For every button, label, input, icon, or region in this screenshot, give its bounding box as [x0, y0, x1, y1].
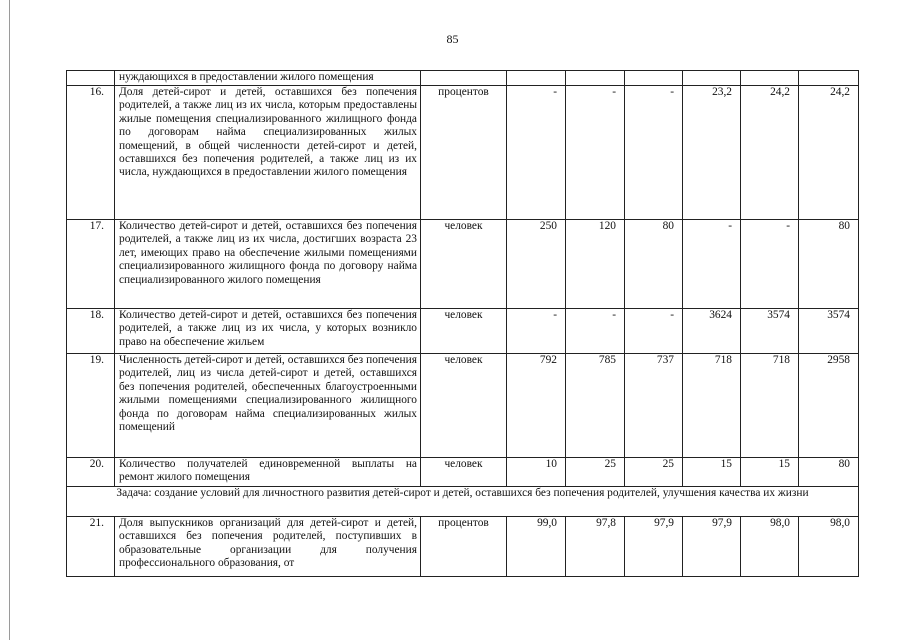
row-number-cell [67, 71, 115, 86]
value-cell: 80 [799, 220, 859, 309]
page-edge-line [9, 0, 10, 640]
indicator-text: Доля выпускников организаций для детей-сирот и детей, оставшихся без попечения родителей, поступивших в образовательные организации для получения профессионального образования, от [115, 517, 421, 577]
value-cell: 15 [741, 458, 799, 487]
value-cell: - [566, 309, 625, 354]
indicator-text: Количество получателей единовременной выплаты на ремонт жилого помещения [115, 458, 421, 487]
value-cell: 80 [625, 220, 683, 309]
row-number: 16. [67, 86, 115, 220]
task-heading: Задача: создание условий для личностного развития детей-сирот и детей, оставшихся без попечения родителей, улучшения качества их жизни [67, 487, 859, 517]
value-cell: - [507, 86, 566, 220]
unit-cell: человек [421, 458, 507, 487]
table-row [67, 86, 859, 220]
value-cell: 99,0 [507, 517, 566, 577]
value-cell: 97,8 [566, 517, 625, 577]
value-cell: 3624 [683, 309, 741, 354]
unit-cell: процентов [421, 86, 507, 220]
table-row [67, 458, 859, 487]
value-cell: - [683, 220, 741, 309]
value-cell: 2958 [799, 354, 859, 458]
row-number: 18. [67, 309, 115, 354]
value-cell: 97,9 [625, 517, 683, 577]
value-cell: 25 [625, 458, 683, 487]
value-cell: 3574 [741, 309, 799, 354]
value-cell: - [625, 309, 683, 354]
table-row-continuation [67, 71, 859, 86]
value-cell: 24,2 [799, 86, 859, 220]
value-cell: 250 [507, 220, 566, 309]
indicator-text: Доля детей-сирот и детей, оставшихся без попечения родителей, а также лиц из их числа, которым предоставлены жилые помещения специализированного жилищного фонда по договорам найма специализированных жилых помещений, в общей численности детей-сирот и детей, оставшихся без попечения родителей, а также лиц из их числа, нуждающихся в предоставлении жилого помещения [115, 86, 421, 220]
value-cell: 120 [566, 220, 625, 309]
value-cell [507, 71, 566, 86]
value-cell: 718 [741, 354, 799, 458]
unit-cell [421, 71, 507, 86]
value-cell: 10 [507, 458, 566, 487]
value-cell: 737 [625, 354, 683, 458]
row-number: 21. [67, 517, 115, 577]
indicators-table [66, 70, 859, 577]
unit-cell: человек [421, 220, 507, 309]
value-cell: 23,2 [683, 86, 741, 220]
indicator-text: Количество детей-сирот и детей, оставшихся без попечения родителей, а также лиц из их числа, достигших возраста 23 лет, имеющих право на обеспечение жилыми помещениями специализированного жилищного фонда по договору найма специализированного жилого помещения [115, 220, 421, 309]
value-cell: 98,0 [741, 517, 799, 577]
unit-cell: процентов [421, 517, 507, 577]
indicator-text: Численность детей-сирот и детей, оставшихся без попечения родителей, лиц из числа детей-сирот и детей, оставшихся без попечения родителей, обеспеченных благоустроенными жилыми помещениями специализированного жилищного фонда по договорам найма специализированных жилых помещений [115, 354, 421, 458]
page-number: 85 [446, 32, 459, 46]
value-cell: 3574 [799, 309, 859, 354]
value-cell: 15 [683, 458, 741, 487]
value-cell: 24,2 [741, 86, 799, 220]
value-cell: - [566, 86, 625, 220]
value-cell: 718 [683, 354, 741, 458]
row-number: 17. [67, 220, 115, 309]
value-cell: 25 [566, 458, 625, 487]
value-cell: - [741, 220, 799, 309]
value-cell [799, 71, 859, 86]
table-row [67, 220, 859, 309]
value-cell [566, 71, 625, 86]
unit-cell: человек [421, 354, 507, 458]
table-row [67, 517, 859, 577]
value-cell: 98,0 [799, 517, 859, 577]
value-cell [741, 71, 799, 86]
indicator-text: нуждающихся в предоставлении жилого помещения [115, 71, 421, 86]
table-row [67, 354, 859, 458]
value-cell [625, 71, 683, 86]
value-cell: 80 [799, 458, 859, 487]
value-cell [683, 71, 741, 86]
value-cell: - [625, 86, 683, 220]
value-cell: 792 [507, 354, 566, 458]
value-cell: 785 [566, 354, 625, 458]
row-number: 20. [67, 458, 115, 487]
value-cell: - [507, 309, 566, 354]
value-cell: 97,9 [683, 517, 741, 577]
row-number: 19. [67, 354, 115, 458]
indicator-text: Количество детей-сирот и детей, оставшихся без попечения родителей, а также лиц из их числа, у которых возникло право на обеспечение жильем [115, 309, 421, 354]
table-row [67, 309, 859, 354]
unit-cell: человек [421, 309, 507, 354]
task-row [67, 487, 859, 517]
